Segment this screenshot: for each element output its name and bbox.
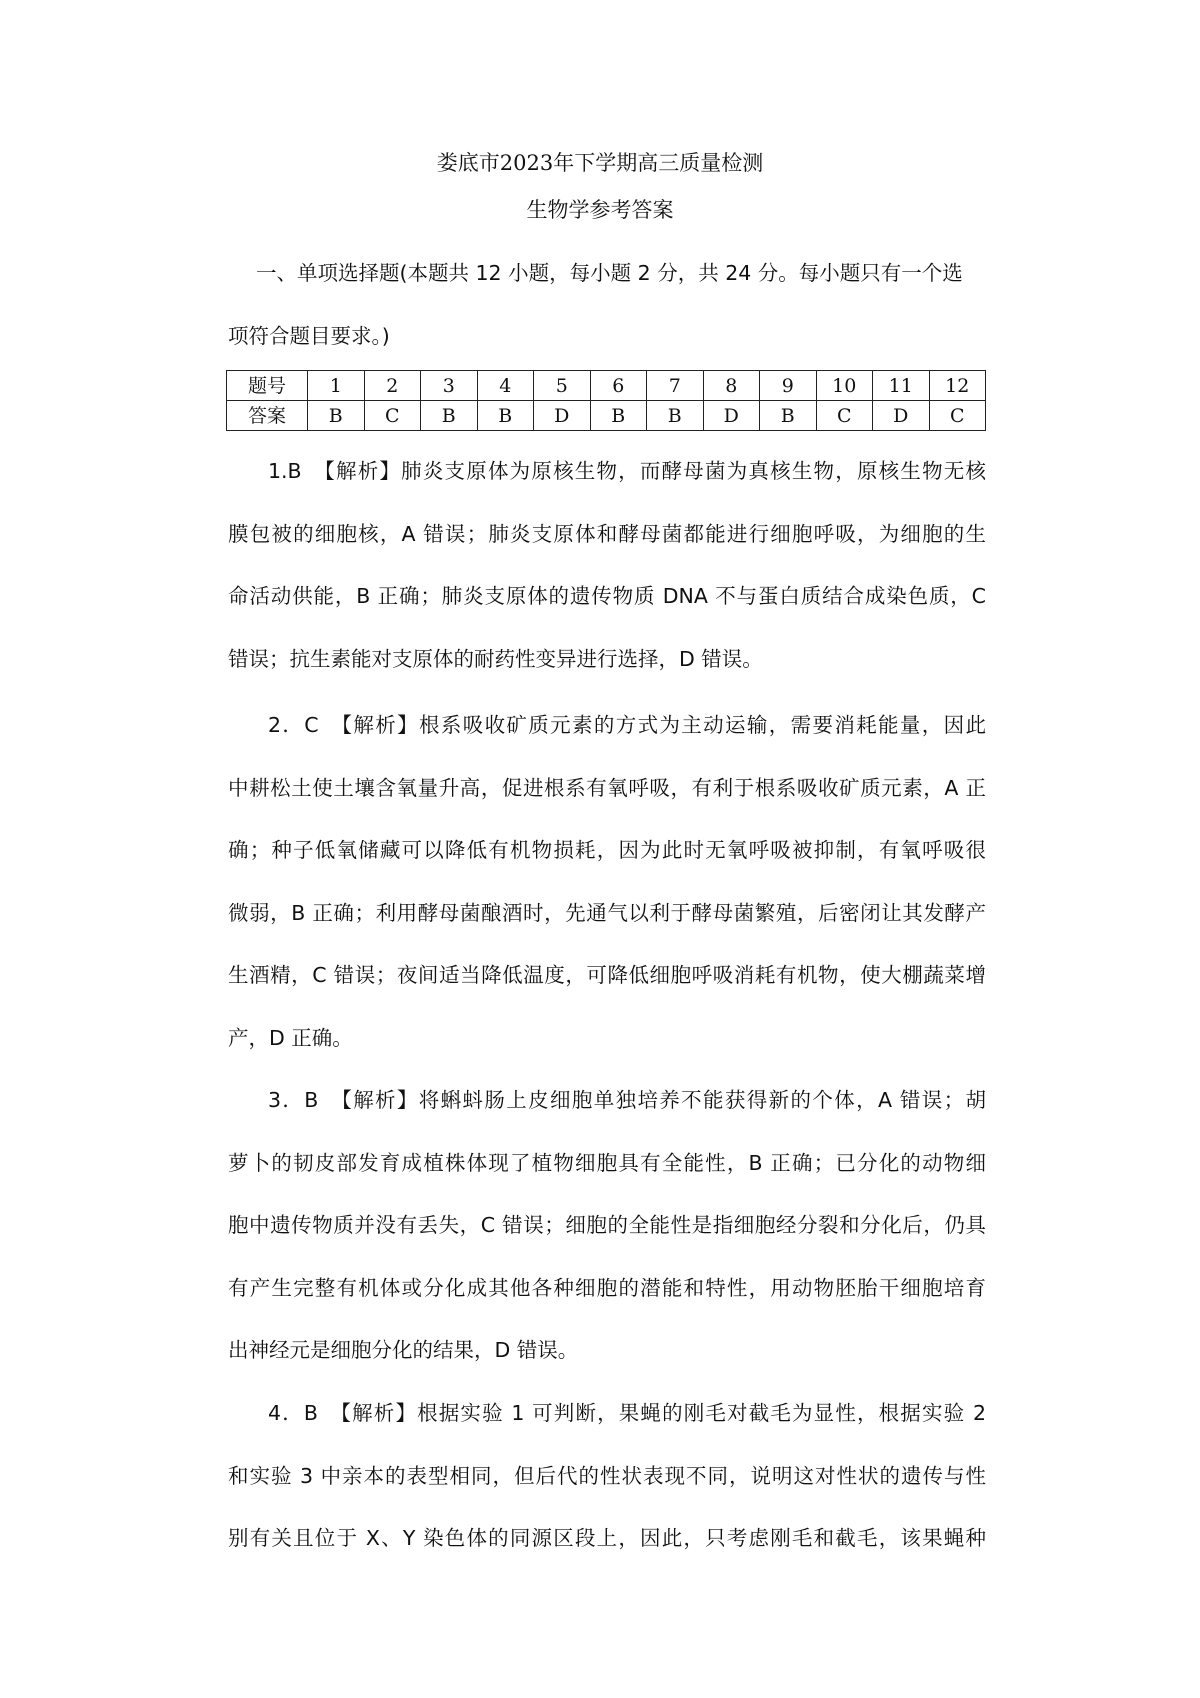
explanation-line: 确；种子低氧储藏可以降低有机物损耗，因为此时无氧呼吸被抑制，有氧呼吸很 [228,838,986,862]
table-cell-number: 1 [308,371,365,401]
table-cell-answer: B [590,401,647,431]
explanation-line: 1.B 【解析】肺炎支原体为原核生物，而酵母菌为真核生物，原核生物无核 [268,459,986,483]
table-cell-number: 4 [477,371,534,401]
table-cell-answer: B [760,401,817,431]
table-header-answer: 答案 [227,401,308,431]
table-cell-number: 6 [590,371,647,401]
explanation-line: 萝卜的韧皮部发育成植株体现了植物细胞具有全能性，B 正确；已分化的动物细 [228,1150,986,1175]
explanation-line: 3．B 【解析】将蝌蚪肠上皮细胞单独培养不能获得新的个体，A 错误；胡 [268,1088,986,1112]
table-cell-answer: D [703,401,760,431]
explanation-line: 膜包被的细胞核，A 错误；肺炎支原体和酵母菌都能进行细胞呼吸，为细胞的生 [228,521,986,546]
table-cell-answer: C [929,401,986,431]
explanation-line: 生酒精，C 错误；夜间适当降低温度，可降低细胞呼吸消耗有机物，使大棚蔬菜增 [228,963,986,987]
explanation-line: 产，D 正确。 [228,1025,353,1050]
explanation-line: 别有关且位于 X、Y 染色体的同源区段上，因此，只考虑刚毛和截毛，该果蝇种 [228,1526,986,1550]
section-heading-line2: 项符合题目要求。) [228,324,390,348]
explanation-line: 错误；抗生素能对支原体的耐药性变异进行选择，D 错误。 [228,646,763,671]
document-subtitle: 生物学参考答案 [526,198,674,222]
explanation-3 [228,1069,986,1382]
explanation-line: 出神经元是细胞分化的结果，D 错误。 [228,1338,579,1362]
answer-table-row-answers [227,401,986,431]
table-header-number: 题号 [227,371,308,401]
table-cell-number: 5 [534,371,591,401]
explanation-line: 命活动供能，B 正确；肺炎支原体的遗传物质 DNA 不与蛋白质结合成染色质，C [228,584,986,608]
explanation-line: 和实验 3 中亲本的表型相同，但后代的性状表现不同，说明这对性状的遗传与性 [228,1463,986,1488]
table-cell-answer: B [421,401,478,431]
table-cell-answer: B [477,401,534,431]
explanation-line: 中耕松土使土壤含氧量升高，促进根系有氧呼吸，有利于根系吸收矿质元素，A 正 [228,775,986,800]
table-cell-number: 8 [703,371,760,401]
table-cell-number: 2 [364,371,421,401]
table-cell-number: 12 [929,371,986,401]
table-cell-answer: C [364,401,421,431]
answer-table-row-numbers [227,371,986,401]
table-cell-number: 9 [760,371,817,401]
table-cell-answer: D [873,401,930,431]
explanation-line: 微弱，B 正确；利用酵母菌酿酒时，先通气以利于酵母菌繁殖，后密闭让其发酵产 [228,900,986,925]
answer-table [226,370,986,431]
explanation-line: 2．C 【解析】根系吸收矿质元素的方式为主动运输，需要消耗能量，因此 [268,713,986,737]
table-cell-number: 7 [647,371,704,401]
explanation-2 [228,694,986,1069]
table-cell-answer: B [308,401,365,431]
explanation-line: 4．B 【解析】根据实验 1 可判断，果蝇的刚毛对截毛为显性，根据实验 2 [268,1401,986,1425]
explanation-line: 胞中遗传物质并没有丢失，C 错误；细胞的全能性是指细胞经分裂和分化后，仍具 [228,1213,986,1237]
table-cell-number: 11 [873,371,930,401]
explanation-line: 有产生完整有机体或分化成其他各种细胞的潜能和特性，用动物胚胎干细胞培育 [228,1275,986,1300]
section-heading-line1: 一、单项选择题(本题共 12 小题，每小题 2 分，共 24 分。每小题只有一个选 [256,261,963,285]
table-cell-answer: C [816,401,873,431]
section-heading [228,242,986,368]
table-cell-answer: D [534,401,591,431]
explanation-1 [228,440,986,690]
table-cell-answer: B [647,401,704,431]
table-cell-number: 3 [421,371,478,401]
table-cell-number: 10 [816,371,873,401]
explanation-4 [228,1382,986,1570]
document-title: 娄底市2023年下学期高三质量检测 [436,151,764,175]
